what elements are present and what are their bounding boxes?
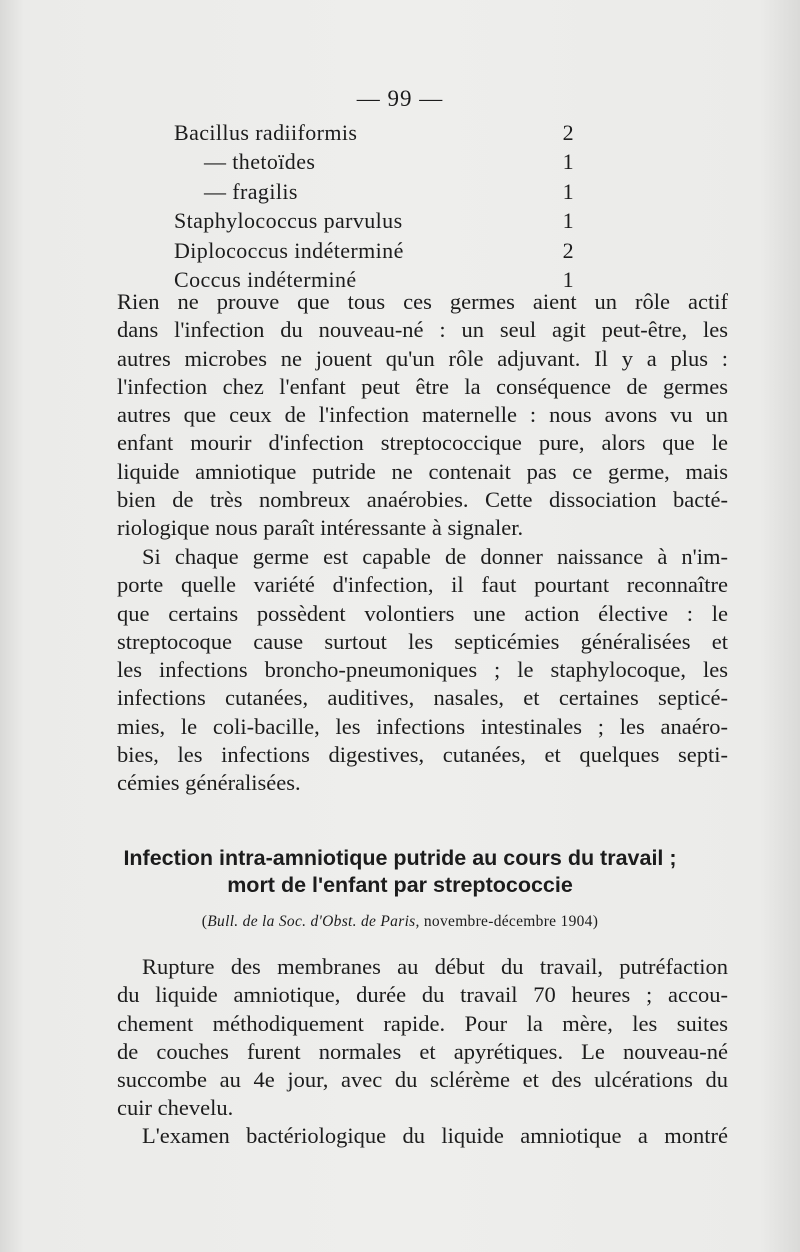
paragraph-case-report [117, 953, 728, 1123]
germ-row [174, 177, 584, 206]
germ-name: Bacillus radiiformis [174, 120, 358, 145]
germ-count: 2 [562, 237, 574, 263]
text-line: les infections broncho-pneumoniques ; le staphylocoque, les [117, 657, 728, 683]
section-heading-line: mort de l'enfant par streptococcie [227, 873, 573, 897]
germ-count: 1 [562, 266, 574, 292]
germ-name: — thetoïdes [204, 149, 316, 175]
germ-name: — fragilis [204, 178, 298, 204]
text-line: chement méthodiquement rapide. Pour la mère, les suites [117, 1010, 728, 1036]
germ-count: 1 [562, 178, 574, 204]
text-line: l'infection chez l'enfant peut être la conséquence de germes [117, 373, 728, 399]
germ-row [174, 236, 584, 265]
text-line: bies, les infections digestives, cutanées, et quelques septi- [117, 742, 728, 768]
text-line: dans l'infection du nouveau-né : un seul agit peut-être, les [117, 317, 728, 343]
text-line: du liquide amniotique, durée du travail 70 heures ; accou- [117, 982, 728, 1008]
germ-row [174, 118, 584, 147]
citation [60, 913, 740, 931]
text-line: porte quelle variété d'infection, il faut pourtant reconnaître [117, 572, 728, 598]
text-line: riologique nous paraît intéressante à signaler. [117, 515, 524, 541]
citation-open: ( [201, 913, 208, 930]
section-heading [60, 845, 740, 899]
citation-source: Bull. de la Soc. d'Obst. de Paris, [207, 913, 420, 930]
germ-count: 1 [562, 208, 574, 234]
germ-name: Staphylococcus parvulus [174, 208, 403, 234]
paragraph-elective-action [117, 543, 728, 798]
text-line: Rien ne prouve que tous ces germes aient un rôle actif [117, 289, 728, 314]
germ-name: Coccus indéterminé [174, 266, 357, 292]
text-line: infections cutanées, auditives, nasales, et certaines septicé- [117, 685, 728, 711]
text-line: Rupture des membranes au début du travail, putréfaction [142, 954, 728, 979]
text-line: liquide amniotique putride ne contenait pas ce germe, mais [117, 458, 728, 484]
text-line: Si chaque germe est capable de donner naissance à n'im- [142, 544, 728, 569]
germ-count-list [174, 118, 584, 294]
germ-count: 2 [562, 120, 574, 145]
paragraph-germ-roles [117, 288, 728, 543]
germ-name: Diplococcus indéterminé [174, 237, 404, 263]
text-line: autres que ceux de l'infection maternelle : nous avons vu un [117, 402, 728, 428]
section-heading-line: Infection intra-amniotique putride au cours du travail ; [123, 846, 677, 870]
text-line: autres microbes ne jouent qu'un rôle adjuvant. Il y a plus : [117, 345, 728, 371]
page-number: — 99 — [356, 86, 444, 111]
germ-count: 1 [562, 149, 574, 175]
text-line: de couches furent normales et apyrétiques. Le nouveau-né [117, 1038, 728, 1064]
text-line: streptocoque cause surtout les septicémies généralisées et [117, 628, 728, 654]
text-line: que certains possèdent volontiers une action élective : le [117, 600, 728, 626]
text-line: L'examen bactériologique du liquide amniotique a montré [142, 1123, 728, 1148]
germ-row [174, 206, 584, 235]
germ-row [174, 147, 584, 176]
text-line: mies, le coli-bacille, les infections intestinales ; les anaéro- [117, 713, 728, 739]
text-line: enfant mourir d'infection streptococcique pure, alors que le [117, 430, 728, 456]
paragraph-bacteriology [117, 1122, 728, 1150]
text-line: cémies généralisées. [117, 770, 301, 796]
citation-date: novembre-décembre 1904) [419, 913, 599, 930]
text-line: succombe au 4e jour, avec du sclérème et des ulcérations du [117, 1067, 728, 1093]
text-line: cuir chevelu. [117, 1095, 234, 1121]
text-line: bien de très nombreux anaérobies. Cette dissociation bacté- [117, 487, 728, 513]
